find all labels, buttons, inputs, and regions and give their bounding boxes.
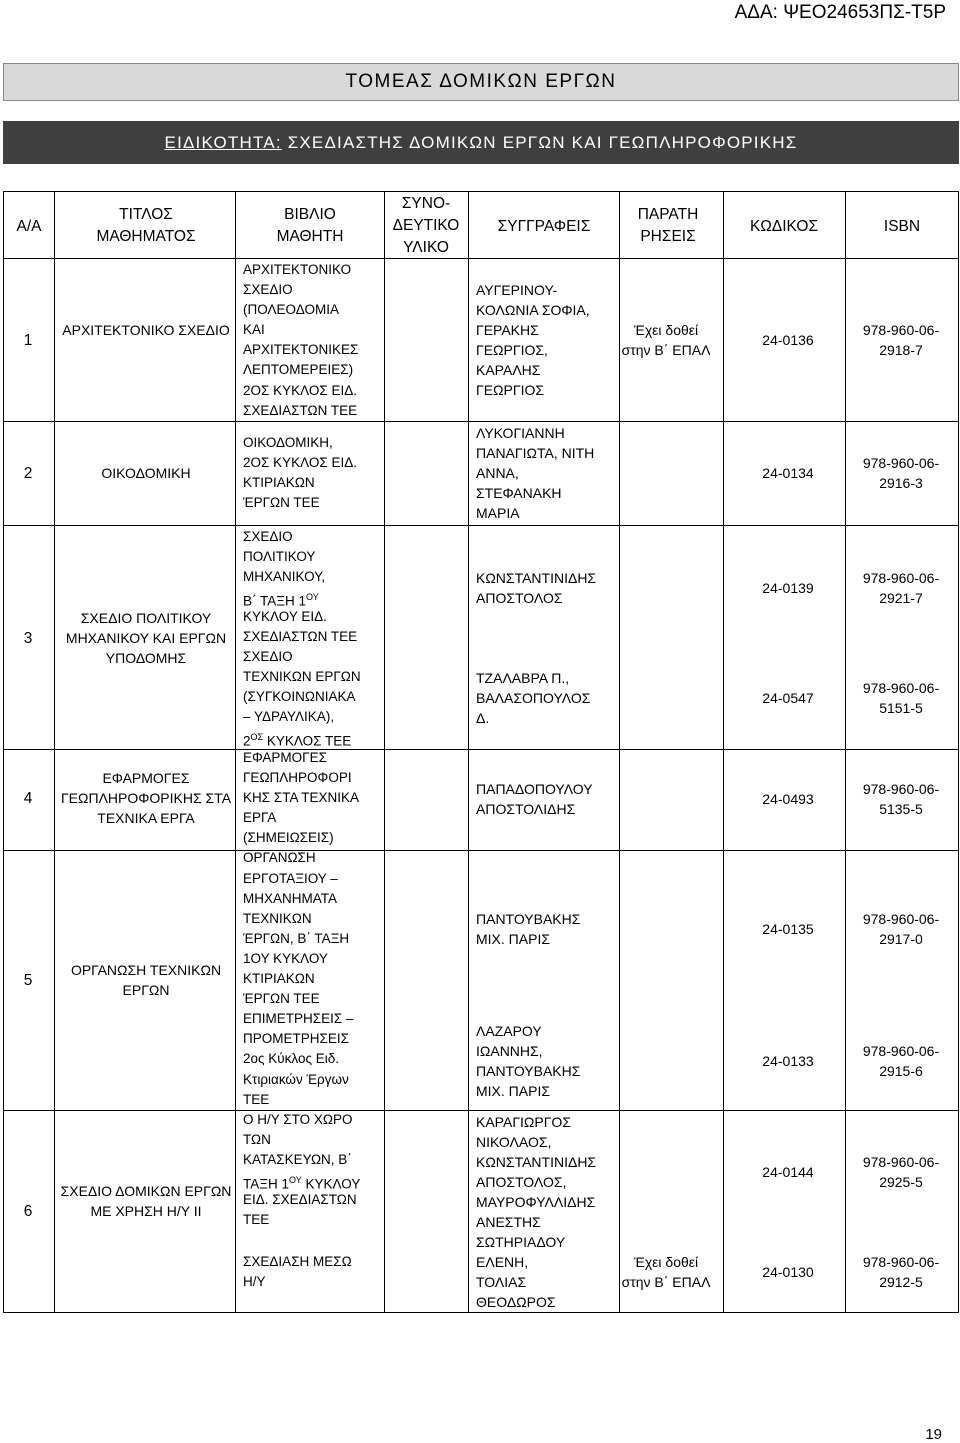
authors: ΛΑΖΑΡΟΥ ΙΩΑΝΝΗΣ, ΠΑΝΤΟΥΒΑΚΗΣ ΜΙΧ. ΠΑΡΙΣ: [476, 1023, 581, 1099]
book-line-text: ΚΥΚΛΟΣ ΤΕΕ: [263, 733, 352, 749]
row-number: 2: [23, 465, 33, 482]
course-title: ΣΧΕΔΙΟ ΠΟΛΙΤΙΚΟΥ ΜΗΧΑΝΙΚΟΥ ΚΑΙ ΕΡΓΩΝ ΥΠΟΔΟΜΗΣ: [65, 610, 227, 666]
page-number: 19: [925, 1426, 942, 1443]
authors: ΛΥΚΟΓΙΑΝΝΗ ΠΑΝΑΓΙΩΤΑ, ΝΙΤΗ ΑΝΝΑ, ΣΤΕΦΑΝΑΚΗ ΜΑΡΙΑ: [476, 425, 595, 521]
isbn: 978-960-06- 2912-5: [862, 1254, 940, 1290]
row-number: 1: [23, 332, 33, 349]
isbn: 978-960-06- 2925-5: [862, 1154, 940, 1190]
sector-heading: ΤΟΜΕΑΣ ΔΟΜΙΚΩΝ ΕΡΓΩΝ: [3, 63, 959, 101]
authors: ΚΑΡΑΓΙΩΡΓΟΣ ΝΙΚΟΛΑΟΣ, ΚΩΝΣΤΑΝΤΙΝΙΔΗΣ ΑΠΟΣΤΟΛΟΣ, ΜΑΥΡΟΦΥΛΛΙΔΗΣ ΑΝΕΣΤΗΣ: [476, 1114, 597, 1230]
book-title: ΣΧΕΔΙΟ ΠΟΛΙΤΙΚΟΥ ΜΗΧΑΝΙΚΟΥ,: [243, 529, 326, 585]
header-code: ΚΩΔΙΚΟΣ: [749, 218, 819, 235]
book-title: ΚΥΚΛΟΥ ΕΙΔ. ΣΧΕΔΙΑΣΤΩΝ ΤΕΕ ΣΧΕΔΙΟ ΤΕΧΝΙΚΩΝ ΕΡΓΩΝ (ΣΥΓΚΟΙΝΩΝΙΑΚΑ – ΥΔΡΑΥΛΙΚΑ),: [243, 609, 361, 725]
isbn: 978-960-06- 2916-3: [862, 455, 940, 491]
book-line-sup: ΟΥ: [289, 1175, 302, 1185]
book-title: ΣΧΕΔΙΑΣΗ ΜΕΣΩ Η/Υ: [243, 1254, 352, 1290]
book-code: 24-0139: [762, 580, 814, 596]
specialty-value: ΣΧΕΔΙΑΣΤΗΣ ΔΟΜΙΚΩΝ ΕΡΓΩΝ ΚΑΙ ΓΕΩΠΛΗΡΟΦΟΡΙΚΗΣ: [281, 133, 798, 152]
book-code: 24-0133: [762, 1053, 814, 1069]
header-material: ΣΥΝΟ-ΔΕΥΤΙΚΟ ΥΛΙΚΟ: [392, 195, 460, 256]
course-title: ΟΡΓΑΝΩΣΗ ΤΕΧΝΙΚΩΝ ΕΡΓΩΝ: [70, 962, 222, 998]
row-number: 3: [23, 630, 33, 647]
book-title: ΟΙΚΟΔΟΜΙΚΗ, 2ΟΣ ΚΥΚΛΟΣ ΕΙΔ. ΚΤΙΡΙΑΚΩΝ ΈΡΓΩΝ ΤΕΕ: [243, 435, 357, 511]
book-code: 24-0130: [762, 1264, 814, 1280]
specialty-heading: [3, 121, 959, 164]
header-notes: ΠΑΡΑΤΗ ΡΗΣΕΙΣ: [637, 206, 699, 245]
row-number: 4: [23, 790, 33, 807]
book-code: 24-0134: [762, 465, 814, 481]
book-line-sup: ΟΥ: [306, 592, 319, 602]
authors: ΠΑΠΑΔΟΠΟΥΛΟΥ ΑΠΟΣΤΟΛΙΔΗΣ: [476, 781, 593, 817]
book-code: 24-0493: [762, 791, 814, 807]
header-book: ΒΙΒΛΙΟ ΜΑΘΗΤΗ: [276, 206, 344, 245]
book-code: 24-0136: [762, 332, 814, 348]
book-code: 24-0547: [762, 690, 814, 706]
book-line-text: 2: [243, 733, 251, 749]
course-title: ΣΧΕΔΙΟ ΔΟΜΙΚΩΝ ΕΡΓΩΝ ΜΕ ΧΡΗΣΗ Η/Υ ΙΙ: [60, 1183, 232, 1219]
isbn: 978-960-06- 2918-7: [862, 322, 940, 358]
authors: ΠΑΝΤΟΥΒΑΚΗΣ ΜΙΧ. ΠΑΡΙΣ: [476, 911, 581, 947]
note: Έχει δοθεί στην Β΄ ΕΠΑΛ: [621, 322, 711, 358]
authors: ΚΩΝΣΤΑΝΤΙΝΙΔΗΣ ΑΠΟΣΤΟΛΟΣ: [476, 570, 597, 606]
authors: ΑΥΓΕΡΙΝΟΥ- ΚΟΛΩΝΙΑ ΣΟΦΙΑ, ΓΕΡΑΚΗΣ ΓΕΩΡΓΙΟΣ, ΚΑΡΑΛΗΣ ΓΕΩΡΓΙΟΣ: [476, 282, 590, 398]
book-code: 24-0144: [762, 1164, 814, 1180]
course-title: ΟΙΚΟΔΟΜΙΚΗ: [101, 465, 191, 481]
authors: ΣΩΤΗΡΙΑΔΟΥ ΕΛΕΝΗ, ΤΟΛΙΑΣ ΘΕΟΔΩΡΟΣ: [476, 1234, 566, 1310]
book-line-sup: ΟΣ: [250, 732, 264, 742]
book-title: ΕΙΔ. ΣΧΕΔΙΑΣΤΩΝ ΤΕΕ: [243, 1192, 357, 1228]
book-line-text: ΚΥΚΛΟΥ: [301, 1176, 361, 1192]
row-number: 5: [23, 972, 33, 989]
header-title: ΤΙΤΛΟΣ ΜΑΘΗΜΑΤΟΣ: [96, 206, 196, 245]
isbn: 978-960-06- 5135-5: [862, 781, 940, 817]
authors: ΤΖΑΛΑΒΡΑ Π., ΒΑΛΑΣΟΠΟΥΛΟΣ Δ.: [476, 670, 591, 726]
book-title: ΑΡΧΙΤΕΚΤΟΝΙΚΟ ΣΧΕΔΙΟ (ΠΟΛΕΟΔΟΜΙΑ ΚΑΙ ΑΡΧΙΤΕΚΤΟΝΙΚΕΣ ΛΕΠΤΟΜΕΡΕΙΕΣ) 2ΟΣ ΚΥΚΛΟΣ ΕΙΔ. ΣΧΕΔΙΑΣΤΩΝ ΤΕΕ: [243, 262, 359, 418]
book-line-text: Β΄ ΤΑΞΗ 1: [243, 593, 307, 609]
book-line-text: ΤΑΞΗ 1: [243, 1176, 290, 1192]
course-title: ΑΡΧΙΤΕΚΤΟΝΙΚΟ ΣΧΕΔΙΟ: [62, 322, 230, 338]
row-number: 6: [23, 1203, 33, 1220]
header-aa: Α/Α: [16, 218, 42, 235]
isbn: 978-960-06- 2921-7: [862, 570, 940, 606]
header-authors: ΣΥΓΓΡΑΦΕΙΣ: [497, 218, 591, 235]
isbn: 978-960-06- 5151-5: [862, 680, 940, 716]
course-title: ΕΦΑΡΜΟΓΕΣ ΓΕΩΠΛΗΡΟΦΟΡΙΚΗΣ ΣΤΑ ΤΕΧΝΙΚΑ ΕΡΓΑ: [60, 770, 232, 826]
book-code: 24-0135: [762, 921, 814, 937]
header-isbn: ISBN: [883, 218, 921, 235]
note: Έχει δοθεί στην Β΄ ΕΠΑΛ: [621, 1254, 711, 1290]
isbn: 978-960-06- 2917-0: [862, 911, 940, 947]
specialty-label: ΕΙΔΙΚΟΤΗΤΑ:: [164, 133, 282, 152]
book-title: ΕΦΑΡΜΟΓΕΣ ΓΕΩΠΛΗΡΟΦΟΡΙ ΚΗΣ ΣΤΑ ΤΕΧΝΙΚΑ ΕΡΓΑ (ΣΗΜΕΙΩΣΕΙΣ) ΟΡΓΑΝΩΣΗ ΕΡΓΟΤΑΞΙΟΥ – ΜΗΧΑΝΗΜΑΤΑ ΤΕΧΝΙΚΩΝ ΈΡΓΩΝ, Β΄ ΤΑΞΗ 1ΟΥ ΚΥΚΛΟΥ ΚΤΙΡΙΑΚΩΝ ΈΡΓΩΝ ΤΕΕ ΕΠΙΜΕΤΡΗΣΕΙΣ – ΠΡΟΜΕΤΡΗΣΕΙΣ 2ος Κύκλος Ειδ. Κτιριακών Έργων ΤΕΕ Ο Η/Υ ΣΤΟ ΧΩΡΟ ΤΩΝ ΚΑΤΑΣΚΕΥΩΝ, Β΄: [243, 750, 359, 1167]
isbn: 978-960-06- 2915-6: [862, 1043, 940, 1079]
ada-code: ΑΔΑ: ΨΕΟ24653ΠΣ-Τ5Ρ: [734, 2, 946, 23]
